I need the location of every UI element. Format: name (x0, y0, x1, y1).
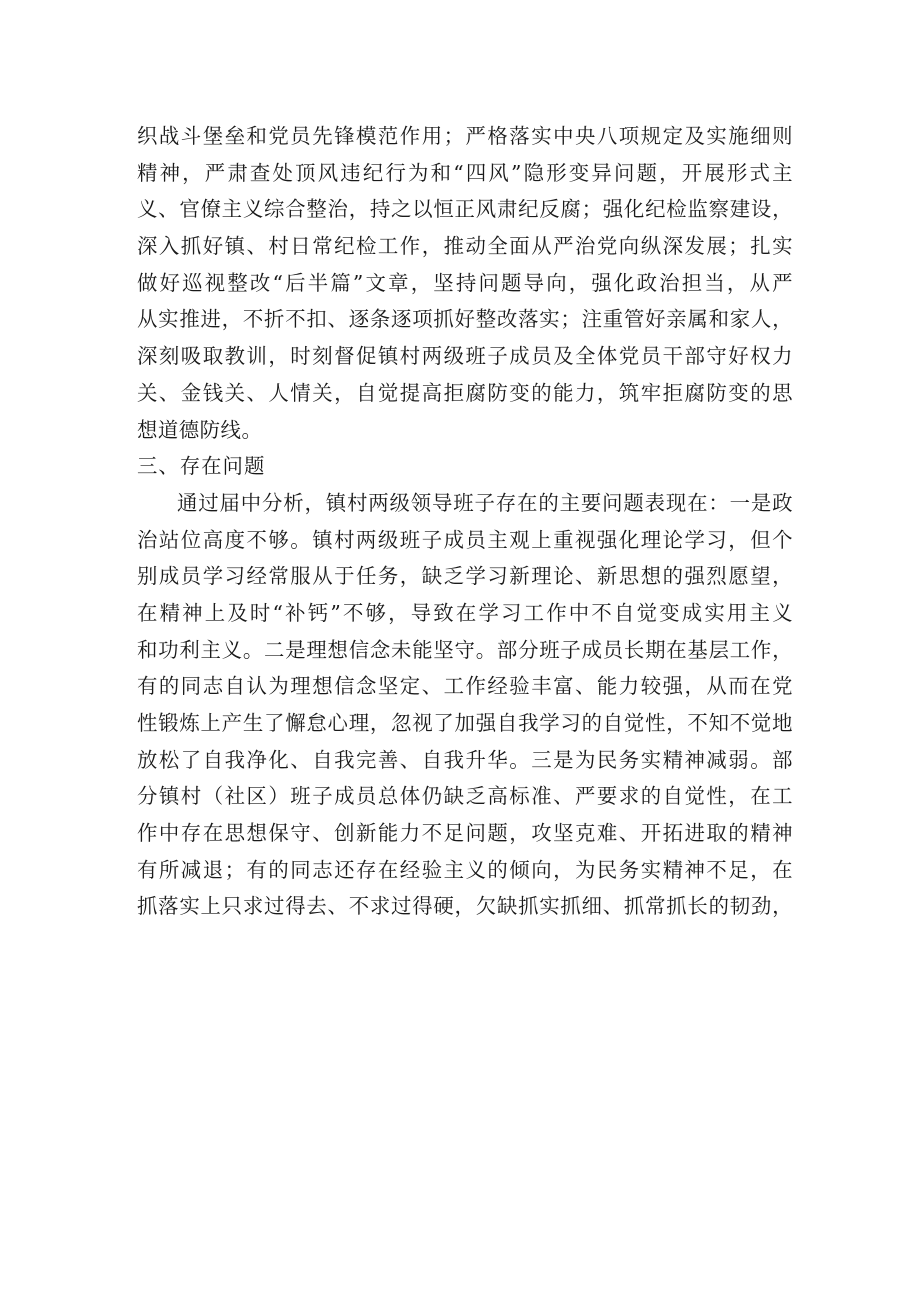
text-line: 通过届中分析，镇村两级领导班子存在的主要问题表现在：一是政 (177, 490, 793, 515)
text-line: 作中存在思想保守、创新能力不足问题，攻坚克难、开拓进取的精神 (137, 821, 793, 846)
text-line: 从实推进，不折不扣、逐条逐项抓好整改落实；注重管好亲属和家人， (137, 307, 793, 332)
text-line: 想道德防线。 (137, 417, 263, 442)
text-line: 深刻吸取教训，时刻督促镇村两级班子成员及全体党员干部守好权力 (137, 344, 793, 369)
text-line: 放松了自我净化、自我完善、自我升华。三是为民务实精神减弱。部 (137, 747, 793, 772)
text-line: 关、金钱关、人情关，自觉提高拒腐防变的能力，筑牢拒腐防变的思 (137, 380, 793, 405)
text-line: 抓落实上只求过得去、不求过得硬，欠缺抓实抓细、抓常抓长的韧劲， (137, 894, 793, 919)
text-line: 性锻炼上产生了懈怠心理，忽视了加强自我学习的自觉性，不知不觉地 (137, 711, 793, 735)
paragraph-issues (137, 485, 793, 925)
text-line: 义、官僚主义综合整治，持之以恒正风肃纪反腐；强化纪检监察建设， (137, 197, 793, 222)
text-line: 别成员学习经常服从于任务，缺乏学习新理论、新思想的强烈愿望， (137, 564, 793, 589)
text-line: 织战斗堡垒和党员先锋模范作用；严格落实中央八项规定及实施细则 (137, 124, 793, 148)
text-line: 分镇村（社区）班子成员总体仍缺乏高标准、严要求的自觉性，在工 (137, 784, 793, 809)
section-heading: 三、存在问题 (137, 454, 266, 479)
text-line: 和功利主义。二是理想信念未能坚守。部分班子成员长期在基层工作， (137, 637, 793, 662)
text-line: 精神，严肃查处顶风违纪行为和“四风”隐形变异问题，开展形式主 (137, 160, 793, 185)
document-page (137, 118, 793, 925)
text-line: 治站位高度不够。镇村两级班子成员主观上重视强化理论学习，但个 (137, 527, 793, 552)
text-line: 深入抓好镇、村日常纪检工作，推动全面从严治党向纵深发展；扎实 (137, 234, 793, 259)
text-line: 有的同志自认为理想信念坚定、工作经验丰富、能力较强，从而在党 (137, 674, 793, 699)
text-line: 做好巡视整改“后半篇”文章，坚持问题导向，强化政治担当，从严 (137, 270, 793, 295)
text-line: 在精神上及时“补钙”不够，导致在学习工作中不自觉变成实用主义 (137, 600, 793, 625)
paragraph-continued (137, 118, 793, 448)
text-line: 有所减退；有的同志还存在经验主义的倾向，为民务实精神不足，在 (137, 857, 793, 882)
